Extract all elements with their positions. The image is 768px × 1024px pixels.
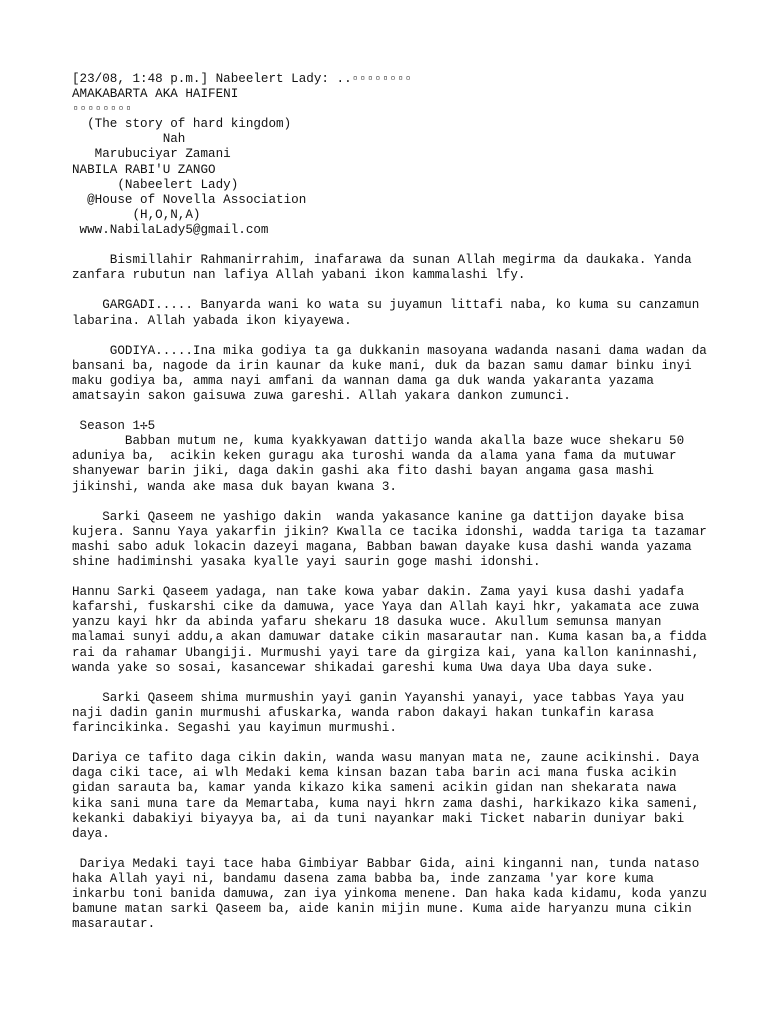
spacer — [72, 329, 712, 344]
spacer — [72, 238, 712, 253]
by-line: Nah — [72, 132, 186, 147]
story-paragraph-5: Dariya ce tafito daga cikin dakin, wanda wasu manyan mata ne, zaune acikinshi. Daya daga ciki tace, ai wlh Medaki kema kinsan bazan taba barin aci mana fuska acikin gidan sarauta ba, kamar yanda kikazo kika sameni acikin gidan nan shekarata nawa kika sani muna tare da Memartaba, kuma nayi hkrn zama dashi, harkikazo kika sameni, kekanki dabakiyi biyayya ba, ai da tuni nayankar maki Ticket nabarin duniyar baki daya. — [72, 751, 707, 841]
story-title: AMAKABARTA AKA HAIFENI — [72, 87, 239, 102]
spacer — [72, 570, 712, 585]
spacer — [72, 495, 712, 510]
season-heading: Season 1✢5 — [72, 419, 156, 434]
author-email: www.NabilaLady5@gmail.com — [72, 222, 269, 237]
warning-paragraph: GARGADI..... Banyarda wani ko wata su juyamun littafi naba, ko kuma su canzamun labarina. Allah yabada ikon kiyayewa. — [72, 298, 707, 328]
story-paragraph-6: Dariya Medaki tayi tace haba Gimbiyar Babbar Gida, aini kinganni nan, tunda nataso haka Allah yayi ni, bandamu dasena zama babba ba, inde zanzama 'yar kore kuma inkarbu toni banida damuwa, zan iya yinkoma menene. Dan haka kada kidamu, koda yanzu bamune matan sarki Qaseem ba, aide kanin mijin mune. Kuma aide haryanzu muna cikin masarautar. — [72, 856, 715, 932]
spacer — [72, 736, 712, 751]
spacer — [72, 283, 712, 298]
story-subtitle: (The story of hard kingdom) — [72, 117, 292, 132]
association-name: @House of Novella Association — [72, 192, 307, 207]
gratitude-paragraph: GODIYA.....Ina mika godiya ta ga dukkanin masoyana wadanda nasani dama wadan da bansani ba, nagode da irin kaunar da kuke mani, duk da bazan samu damar binku inyi maku godiya ba, amma nayi amfani da wannan dama ga duk wanda yakaranta yazama amatsayin sakon gaisuwa zuwa gareshi. Allah yakara dankon zumunci. — [72, 343, 715, 403]
association-abbr: (H,O,N,A) — [72, 207, 201, 222]
spacer — [72, 404, 712, 419]
spacer — [72, 842, 712, 857]
story-paragraph-4: Sarki Qaseem shima murmushin yayi ganin Yayanshi yanayi, yace tabbas Yaya yau naji dadin ganin murmushi afuskarka, wanda rabon dakayi hakan tunkafin karasa farincikinka. Segashi yau kayimun murmushi. — [72, 690, 692, 736]
story-paragraph-1: Babban mutum ne, kuma kyakkyawan dattijo wanda akalla baze wuce shekaru 50 aduniya ba, acikin keken guragu aka turoshi wanda da alama yana fama da mutuwar shanyewar barin jiki, daga dakin gashi aka fito dashi bayan angama gasa mashi jikinshi, wanda ake masa duk bayan kwana 3. — [72, 434, 692, 494]
spacer — [72, 676, 712, 691]
document-page — [72, 72, 715, 932]
title-decoration: ▫▫▫▫▫▫▫▫ — [72, 102, 133, 117]
chat-timestamp-line: [23/08, 1:48 p.m.] Nabeelert Lady: ..▫▫▫▫▫▫▫▫ — [72, 72, 413, 86]
author-handle: (Nabeelert Lady) — [72, 177, 239, 192]
intro-paragraph: Bismillahir Rahmanirrahim, inafarawa da sunan Allah megirma da daukaka. Yanda zanfara rubutun nan lafiya Allah yabani ikon kammalashi lfy. — [72, 253, 700, 283]
story-paragraph-3: Hannu Sarki Qaseem yadaga, nan take kowa yabar dakin. Zama yayi kusa dashi yadafa kafarshi, fuskarshi cike da damuwa, yace Yaya dan Allah kayi hkr, yakamata ace zuwa yanzu kayi hkr da abinda yafaru shekaru 18 dasuka wuce. Akullum semunsa manyan malamai sunyi addu,a akan damuwar datake cikin masarautar nan. Kuma kasan ba,a fidda rai da rahamar Ubangiji. Murmushi yayi tare da girgiza kai, yana kallon kaninnashi, wanda yake so sosai, kasancewar shikadai gareshi kuma Uwa daya Uba daya suke. — [72, 585, 715, 675]
author-alias: Marubuciyar Zamani — [72, 147, 231, 162]
author-name: NABILA RABI'U ZANGO — [72, 162, 216, 177]
story-paragraph-2: Sarki Qaseem ne yashigo dakin wanda yakasance kanine ga dattijon dayake bisa kujera. Sannu Yaya yakarfin jikin? Kwalla ce tacika idonshi, wadda tariga ta tazamar mashi sabo aduk lokacin dazeyi magana, Babban bawan dayake kusa dashi wanda yazama shine hadiminshi yasaka kyalle yayi saurin goge mashi idonshi. — [72, 509, 715, 569]
